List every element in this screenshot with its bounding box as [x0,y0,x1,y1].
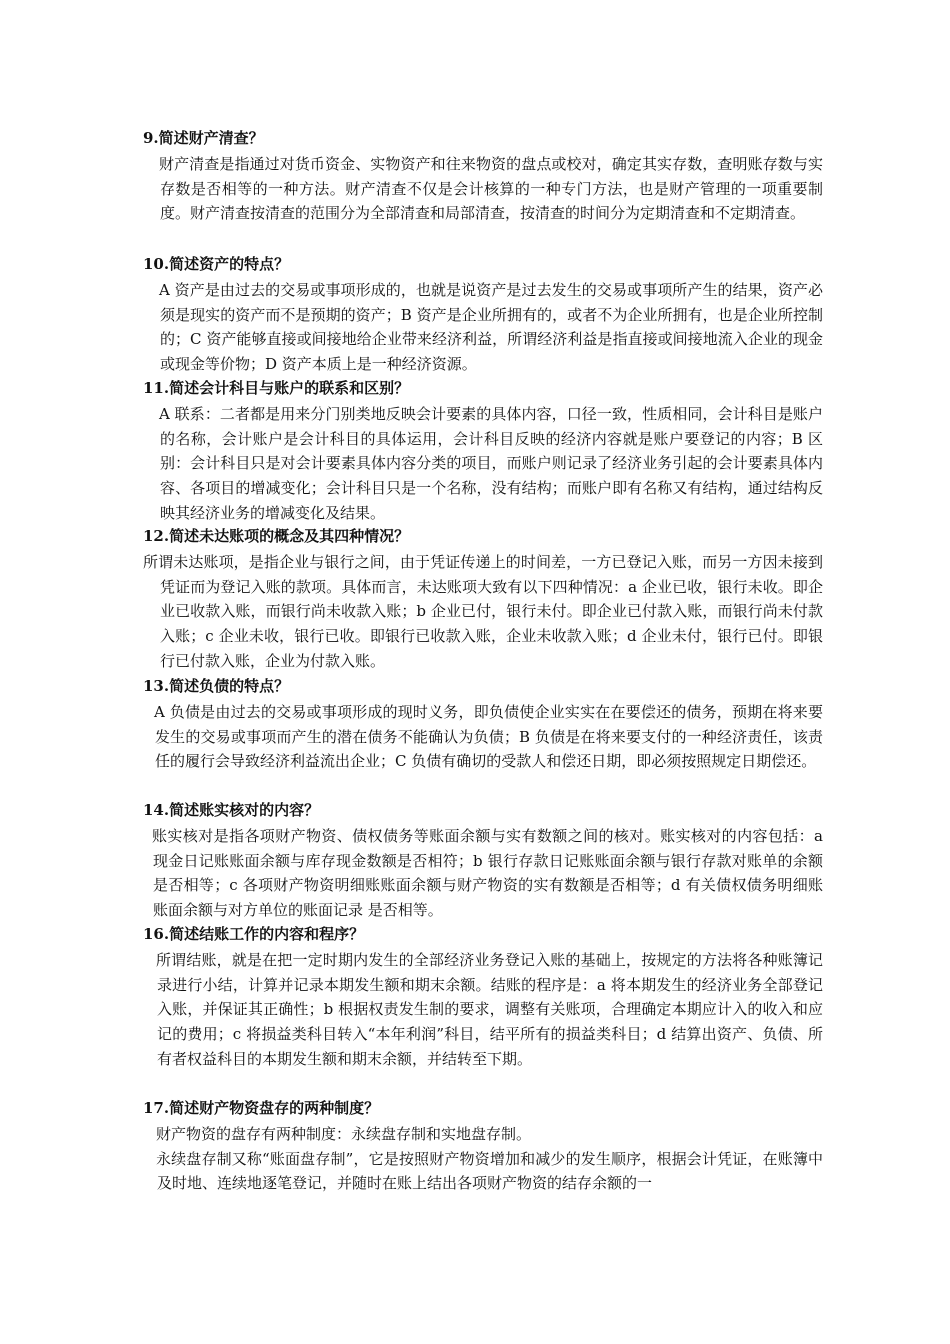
question-9 [143,126,823,226]
answer-paragraph: A 资产是由过去的交易或事项形成的，也就是说资产是过去发生的交易或事项所产生的结果，资产必须是现实的资产而不是预期的资产；B 资产是企业所拥有的，或者不为企业所拥有，也是企业所控制的；C 资产能够直接或间接地给企业带来经济利益，所谓经济利益是指直接或间接地流入企业的现金或现金等价物；D 资产本质上是一种经济资源。 [159,281,823,374]
question-12 [143,524,823,674]
question-title: 12.简述未达账项的概念及其四种情况？ [143,527,410,545]
question-13 [143,674,823,774]
question-title: 9.简述财产清查？ [143,129,264,147]
question-title: 11.简述会计科目与账户的联系和区别？ [143,379,410,397]
question-14 [143,798,823,923]
question-title: 13.简述负债的特点？ [143,677,290,695]
question-title: 10.简述资产的特点？ [143,255,290,273]
question-10 [143,252,823,377]
answer-paragraph: 永续盘存制又称“账面盘存制”，它是按照财产物资增加和减少的发生顺序，根据会计凭证，在账簿中及时地、连续地逐笔登记，并随时在账上结出各项财产物资的结存余额的一 [156,1149,823,1193]
question-title: 16.简述结账工作的内容和程序？ [143,925,365,943]
answer-paragraph: 财产清查是指通过对货币资金、实物资产和往来物资的盘点或校对，确定其实存数，查明账存数与实存数是否相等的一种方法。财产清查不仅是会计核算的一种专门方法，也是财产管理的一项重要制度。财产清查按清查的范围分为全部清查和局部清查，按清查的时间分为定期清查和不定期清查。 [159,155,823,223]
answer-paragraph: 财产物资的盘存有两种制度：永续盘存制和实地盘存制。 [156,1125,532,1143]
question-16 [143,922,823,1072]
question-title: 17.简述财产物资盘存的两种制度？ [143,1099,380,1117]
question-17 [143,1096,823,1196]
question-11 [143,376,823,526]
answer-paragraph: A 联系：二者都是用来分门别类地反映会计要素的具体内容，口径一致，性质相同，会计科目是账户的名称，会计账户是会计科目的具体运用，会计科目反映的经济内容就是账户要登记的内容；B 区别：会计科目只是对会计要素具体内容分类的项目，而账户则记录了经济业务引起的会计要素具体内容、各项目的增减变化；会计科目只是一个名称，没有结构；而账户即有名称又有结构，通过结构反映其经济业务的增减变化及结果。 [159,405,823,522]
answer-paragraph: 所谓结账，就是在把一定时期内发生的全部经济业务登记入账的基础上，按规定的方法将各种账簿记录进行小结，计算并记录本期发生额和期末余额。结账的程序是：a 将本期发生的经济业务全部登记入账，并保证其正确性；b 根据权责发生制的要求，调整有关账项，合理确定本期应计入的收入和应记的费用；c 将损益类科目转入“本年利润”科目，结平所有的损益类科目；d 结算出资产、负债、所有者权益科目的本期发生额和期末余额，并结转至下期。 [156,951,823,1068]
question-title: 14.简述账实核对的内容？ [143,801,320,819]
answer-paragraph: A 负债是由过去的交易或事项形成的现时义务，即负债使企业实实在在要偿还的债务，预期在将来要发生的交易或事项而产生的潜在债务不能确认为负债；B 负债是在将来要支付的一种经济责任，该责任的履行会导致经济利益流出企业；C 负债有确切的受款人和偿还日期，即必须按照规定日期偿还。 [154,703,823,771]
answer-paragraph: 所谓未达账项，是指企业与银行之间，由于凭证传递上的时间差，一方已登记入账，而另一方因未接到凭证而为登记入账的款项。具体而言，未达账项大致有以下四种情况：a 企业已收，银行未收。即企业已收款入账，而银行尚未收款入账；b 企业已付，银行未付。即企业已付款入账，而银行尚未付款入账；c 企业未收，银行已收。即银行已收款入账，企业未收款入账；d 企业未付，银行已付。即银行已付款入账，企业为付款入账。 [143,553,823,670]
answer-paragraph: 账实核对是指各项财产物资、债权债务等账面余额与实有数额之间的核对。账实核对的内容包括：a 现金日记账账面余额与库存现金数额是否相符；b 银行存款日记账账面余额与银行存款对账单的余额是否相等；c 各项财产物资明细账账面余额与财产物资的实有数额是否相等；d 有关债权债务明细账账面余额与对方单位的账面记录 是否相等。 [152,827,823,920]
